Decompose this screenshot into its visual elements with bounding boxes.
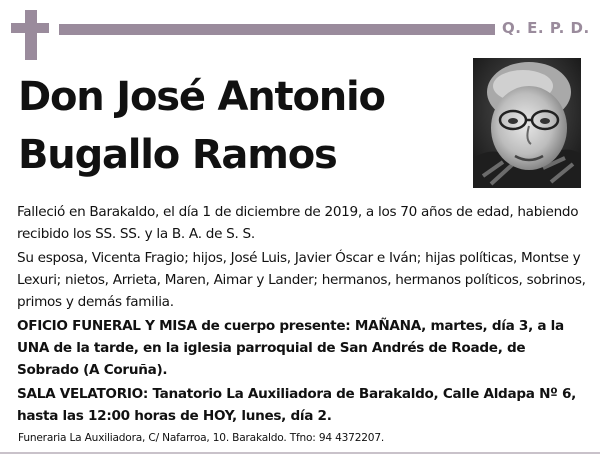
- funeral-home-footer: Funeraria La Auxiliadora, C/ Nafarroa, 10. Barakaldo. Tfno: 94 4372207.: [18, 432, 385, 444]
- funeral-connector: de cuerpo presente:: [196, 318, 355, 334]
- portrait-image: [473, 58, 581, 188]
- funeral-paragraph: [17, 315, 587, 381]
- cross-vertical-bar: [25, 10, 37, 60]
- name-line-1: Don José Antonio: [18, 74, 385, 120]
- death-paragraph: Falleció en Barakaldo, el día 1 de diciembre de 2019, a los 70 años de edad, habiendo recibido los SS. SS. y la B. A. de S. S.: [17, 204, 579, 242]
- cross-horizontal-bar: [11, 23, 49, 33]
- funeral-details: MAÑANA, martes, día 3, a la UNA de la tarde, en la iglesia parroquial de San Andrés de Roade, de Sobrado (A Coruña).: [17, 318, 564, 378]
- deceased-name: [18, 68, 458, 184]
- wake-paragraph: SALA VELATORIO: Tanatorio La Auxiliadora de Barakaldo, Calle Aldapa Nº 6, hasta las 12:00 horas de HOY, lunes, día 2.: [17, 386, 576, 424]
- funeral-heading: OFICIO FUNERAL Y MISA: [17, 318, 197, 334]
- notice-body: [17, 201, 587, 427]
- header-rule: [59, 24, 495, 35]
- qepd-label: Q. E. P. D.: [502, 19, 590, 37]
- portrait-photo: [473, 58, 581, 188]
- family-paragraph: Su esposa, Vicenta Fragio; hijos, José Luis, Javier Óscar e Iván; hijas políticas, Montse y Lexuri; nietos, Arrieta, Maren, Aimar y Lander; hermanos, hermanos políticos, sobrinos, primos y demás familia.: [17, 250, 586, 310]
- name-line-2: Bugallo Ramos: [18, 132, 337, 178]
